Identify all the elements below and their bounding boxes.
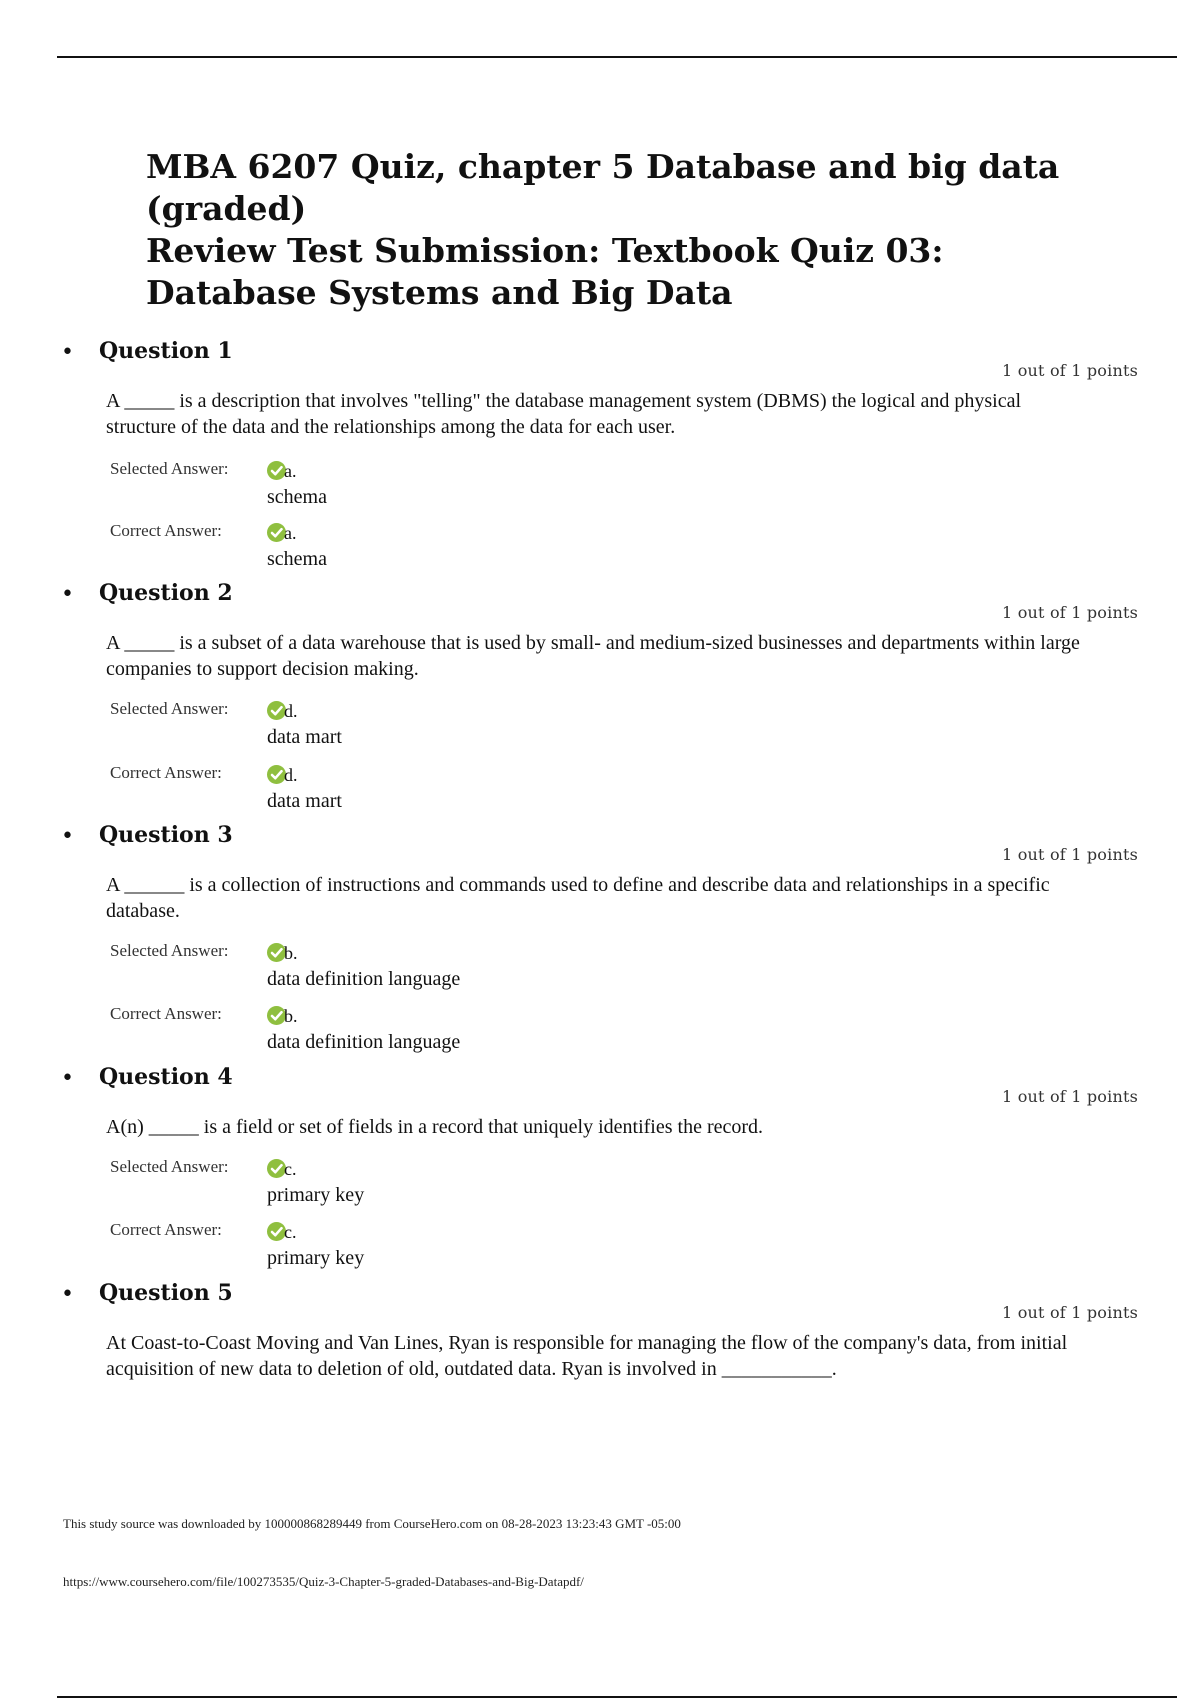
correct-answer-label: Correct Answer: <box>110 763 222 782</box>
question-heading: Question 5 <box>99 1280 233 1306</box>
question-text: A _____ is a subset of a data warehouse that is used by small- and medium-sized businesses and departments within large companies to support decision making. <box>106 632 1080 680</box>
download-notice: This study source was downloaded by 100000868289449 from CourseHero.com on 08-28-2023 13:23:43 GMT -05:00 <box>63 1516 681 1531</box>
question-text: At Coast-to-Coast Moving and Van Lines, Ryan is responsible for managing the flow of the company's data, from initial acquisition of new data to deletion of old, outdated data. Ryan is involved in ___________. <box>106 1332 1068 1380</box>
correct-answer-label: Correct Answer: <box>110 521 222 540</box>
source-url: https://www.coursehero.com/file/100273535/Quiz-3-Chapter-5-graded-Databases-and-Big-Datapdf/ <box>63 1574 584 1589</box>
question-text: A ______ is a collection of instructions and commands used to define and describe data and relationships in a specific database. <box>106 874 1050 922</box>
bottom-divider <box>57 1696 1177 1698</box>
selected-answer-row <box>110 458 710 512</box>
question-points: 1 out of 1 points <box>1002 361 1138 380</box>
selected-answer-text: primary key <box>267 1184 365 1206</box>
bullet-icon: • <box>61 1282 74 1307</box>
correct-answer-label: Correct Answer: <box>110 1220 222 1239</box>
selected-answer-text: data mart <box>267 726 342 748</box>
question-points: 1 out of 1 points <box>1002 1087 1138 1106</box>
correct-answer-letter: b. <box>284 1006 298 1026</box>
selected-answer-label: Selected Answer: <box>110 1157 229 1176</box>
question-heading: Question 4 <box>99 1064 233 1090</box>
bullet-icon: • <box>61 582 74 607</box>
selected-answer-label: Selected Answer: <box>110 459 229 478</box>
correct-answer-letter: a. <box>284 523 297 543</box>
page-title: MBA 6207 Quiz, chapter 5 Database and big data (graded) <box>146 147 1060 228</box>
question-2 <box>57 578 1137 818</box>
page-subtitle: Review Test Submission: Textbook Quiz 03: Database Systems and Big Data <box>146 231 944 312</box>
selected-answer-row <box>110 940 710 994</box>
question-5 <box>57 1278 1137 1428</box>
correct-answer-letter: d. <box>284 765 298 785</box>
question-3 <box>57 820 1137 1060</box>
correct-answer-row <box>110 1219 710 1273</box>
correct-answer-label: Correct Answer: <box>110 1004 222 1023</box>
correct-answer-text: data mart <box>267 790 342 812</box>
bullet-icon: • <box>61 340 74 365</box>
question-points: 1 out of 1 points <box>1002 845 1138 864</box>
question-1 <box>57 336 1137 576</box>
selected-answer-letter: a. <box>284 461 297 481</box>
correct-answer-letter: c. <box>284 1222 297 1242</box>
question-text: A(n) _____ is a field or set of fields in a record that uniquely identifies the record. <box>106 1116 764 1138</box>
selected-answer-row <box>110 1156 710 1210</box>
question-points: 1 out of 1 points <box>1002 1303 1138 1322</box>
selected-answer-letter: c. <box>284 1159 297 1179</box>
question-heading: Question 1 <box>99 338 233 364</box>
top-divider <box>57 56 1177 58</box>
correct-answer-text: schema <box>267 548 327 570</box>
selected-answer-text: data definition language <box>267 968 461 990</box>
selected-answer-letter: d. <box>284 701 298 721</box>
selected-answer-row <box>110 698 710 752</box>
correct-answer-row <box>110 762 710 816</box>
selected-answer-text: schema <box>267 486 327 508</box>
question-text: A _____ is a description that involves "telling" the database management system (DBMS) the logical and physical structure of the data and the relationships among the data for each user. <box>106 390 1022 438</box>
correct-answer-row <box>110 520 710 574</box>
selected-answer-letter: b. <box>284 943 298 963</box>
correct-answer-text: primary key <box>267 1247 365 1269</box>
selected-answer-label: Selected Answer: <box>110 699 229 718</box>
correct-answer-text: data definition language <box>267 1031 461 1053</box>
selected-answer-label: Selected Answer: <box>110 941 229 960</box>
question-heading: Question 3 <box>99 822 233 848</box>
bullet-icon: • <box>61 824 74 849</box>
question-4 <box>57 1062 1137 1282</box>
question-heading: Question 2 <box>99 580 233 606</box>
question-points: 1 out of 1 points <box>1002 603 1138 622</box>
correct-answer-row <box>110 1003 710 1057</box>
bullet-icon: • <box>61 1066 74 1091</box>
title-block <box>146 146 1066 314</box>
